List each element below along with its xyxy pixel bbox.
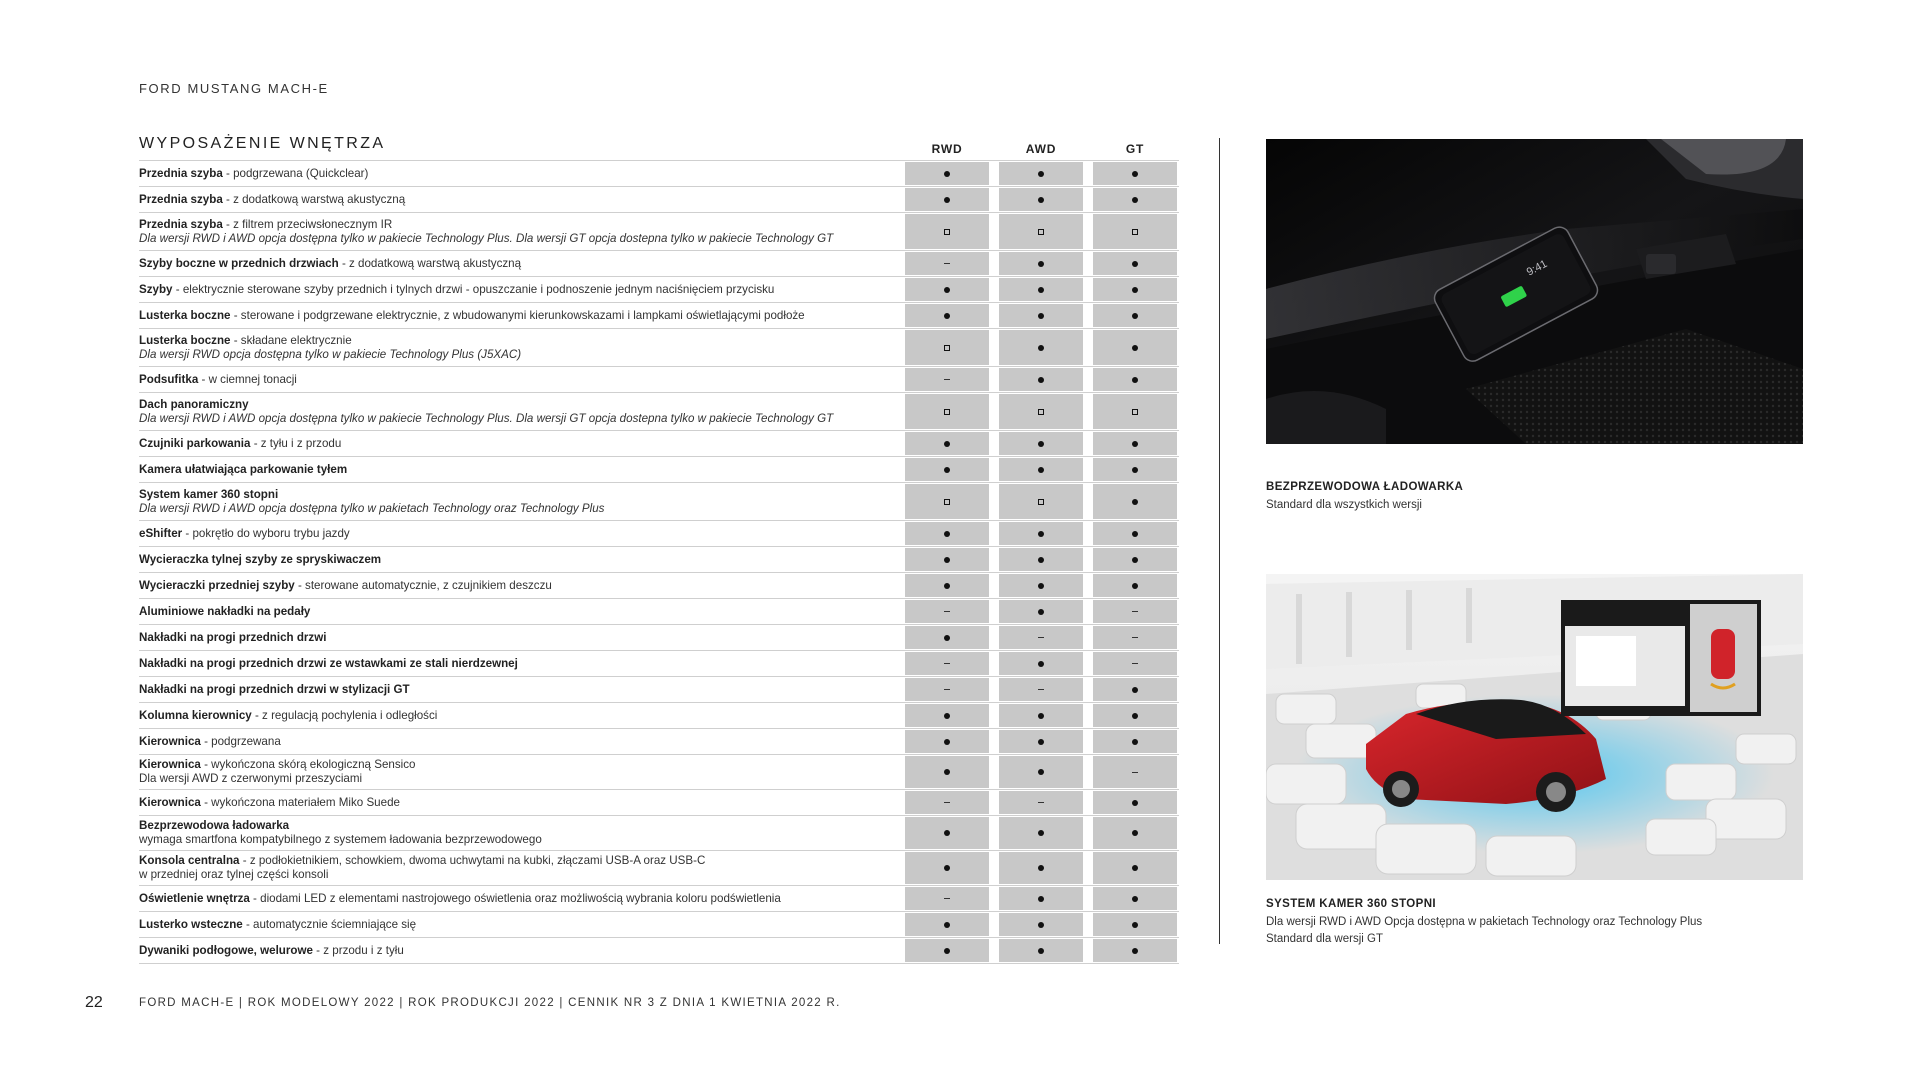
cell-gt: [1093, 756, 1177, 788]
footer-text: FORD MACH-E | ROK MODELOWY 2022 | ROK PRODUKCJI 2022 | CENNIK NR 3 Z DNIA 1 KWIETNIA 2022 R.: [139, 997, 841, 1009]
table-row: [139, 430, 1179, 456]
equipment-table: [139, 160, 1179, 964]
cell-rwd: [905, 600, 989, 623]
feature-note: Dla wersji RWD opcja dostępna tylko w pakiecie Technology Plus (J5XAC): [139, 347, 522, 361]
cell-awd: [999, 522, 1083, 545]
table-row: [139, 212, 1179, 250]
feature-detail: - z przodu i z tyłu: [312, 943, 404, 957]
table-row: [139, 728, 1179, 754]
table-row: [139, 392, 1179, 430]
cell-rwd: [905, 913, 989, 936]
standard-dot-icon: [1038, 922, 1044, 928]
row-description: [139, 886, 896, 911]
standard-dot-icon: [944, 197, 950, 203]
cell-awd: [999, 704, 1083, 727]
unavailable-dash-icon: [1132, 637, 1138, 638]
feature-note: Dla wersji RWD i AWD opcja dostępna tylko w pakiecie Technology Plus. Dla wersji GT opcja dostepna tylko w pakiecie Technology GT: [139, 231, 834, 245]
standard-dot-icon: [1038, 531, 1044, 537]
standard-dot-icon: [944, 467, 950, 473]
cell-awd: [999, 394, 1083, 429]
row-description: [139, 651, 896, 676]
row-description: [139, 729, 896, 754]
phone-clock: 9:41: [1524, 257, 1550, 279]
standard-dot-icon: [1038, 583, 1044, 589]
feature-name: Oświetlenie wnętrza: [139, 891, 250, 905]
cell-awd: [999, 652, 1083, 675]
table-row: [139, 366, 1179, 392]
unavailable-dash-icon: [944, 263, 950, 264]
cell-rwd: [905, 574, 989, 597]
feature-name: Szyby boczne w przednich drzwiach: [139, 256, 339, 270]
standard-dot-icon: [944, 948, 950, 954]
cell-awd: [999, 600, 1083, 623]
option-square-icon: [944, 499, 950, 505]
table-row: [139, 676, 1179, 702]
table-row: [139, 850, 1179, 885]
unavailable-dash-icon: [944, 898, 950, 899]
feature-name: Lusterko wsteczne: [139, 917, 243, 931]
standard-dot-icon: [1038, 197, 1044, 203]
option-square-icon: [1132, 229, 1138, 235]
feature-detail: - z dodatkową warstwą akustyczną: [222, 192, 406, 206]
unavailable-dash-icon: [1038, 802, 1044, 803]
standard-dot-icon: [1132, 557, 1138, 563]
cell-gt: [1093, 678, 1177, 701]
cell-rwd: [905, 252, 989, 275]
option-square-icon: [944, 345, 950, 351]
row-description: [139, 547, 896, 572]
standard-dot-icon: [1132, 896, 1138, 902]
cell-rwd: [905, 678, 989, 701]
feature-subline: Dla wersji AWD z czerwonymi przeszyciami: [139, 772, 363, 785]
cell-awd: [999, 730, 1083, 753]
unavailable-dash-icon: [1132, 611, 1138, 612]
cell-rwd: [905, 817, 989, 849]
cell-rwd: [905, 458, 989, 481]
feature-name: Bezprzewodowa ładowarka: [139, 819, 290, 832]
cell-gt: [1093, 939, 1177, 962]
standard-dot-icon: [1132, 313, 1138, 319]
row-description: [139, 457, 896, 482]
feature-detail: - automatycznie ściemniające się: [242, 917, 417, 931]
table-row: [139, 328, 1179, 366]
standard-dot-icon: [1038, 739, 1044, 745]
standard-dot-icon: [1038, 769, 1044, 775]
standard-dot-icon: [1038, 261, 1044, 267]
standard-dot-icon: [944, 557, 950, 563]
cell-rwd: [905, 791, 989, 814]
feature-name: Nakładki na progi przednich drzwi: [139, 630, 327, 644]
cell-gt: [1093, 304, 1177, 327]
feature-name: Przednia szyba: [139, 192, 223, 206]
standard-dot-icon: [1132, 865, 1138, 871]
feature-name: Dywaniki podłogowe, welurowe: [139, 943, 313, 957]
cell-awd: [999, 913, 1083, 936]
table-row: [139, 911, 1179, 937]
feature-detail: - z regulacją pochylenia i odległości: [251, 708, 438, 722]
row-description: [139, 483, 896, 520]
cell-rwd: [905, 162, 989, 185]
table-row: [139, 186, 1179, 212]
standard-dot-icon: [1038, 609, 1044, 615]
standard-dot-icon: [944, 583, 950, 589]
feature-name: Czujniki parkowania: [139, 436, 251, 450]
unavailable-dash-icon: [1132, 772, 1138, 773]
row-description: [139, 625, 896, 650]
standard-dot-icon: [1038, 441, 1044, 447]
feature-note: Dla wersji RWD i AWD opcja dostępna tylko w pakiecie Technology Plus. Dla wersji GT opcja dostepna tylko w pakiecie Technology GT: [139, 411, 834, 425]
feature-name: Lusterka boczne: [139, 308, 231, 322]
cell-gt: [1093, 730, 1177, 753]
feature-name: Kierownica: [139, 734, 201, 748]
standard-dot-icon: [1038, 830, 1044, 836]
unavailable-dash-icon: [944, 802, 950, 803]
unavailable-dash-icon: [1132, 663, 1138, 664]
feature-name: Aluminiowe nakładki na pedały: [139, 604, 311, 618]
standard-dot-icon: [1038, 345, 1044, 351]
row-description: [139, 912, 896, 937]
feature-subline: wymaga smartfona kompatybilnego z systemem ładowania bezprzewodowego: [139, 833, 542, 846]
feature-name: Konsola centralna: [139, 854, 240, 867]
row-description: [139, 329, 896, 366]
cell-rwd: [905, 852, 989, 884]
standard-dot-icon: [1038, 896, 1044, 902]
camera-360-photo: [1266, 574, 1803, 880]
standard-dot-icon: [1132, 171, 1138, 177]
row-description: [139, 851, 896, 885]
row-description: [139, 677, 896, 702]
standard-dot-icon: [1038, 313, 1044, 319]
standard-dot-icon: [1132, 441, 1138, 447]
feature-detail: - wykończona skórą ekologiczną Sensico: [200, 758, 416, 771]
table-row: [139, 456, 1179, 482]
feature-detail: - diodami LED z elementami nastrojowego oświetlenia oraz możliwością wybrania koloru podświetlenia: [249, 891, 781, 905]
feature-name: Przednia szyba: [139, 217, 223, 231]
cell-awd: [999, 548, 1083, 571]
standard-dot-icon: [944, 769, 950, 775]
cell-gt: [1093, 913, 1177, 936]
column-header-awd: AWD: [1025, 142, 1057, 156]
cell-rwd: [905, 432, 989, 455]
cell-gt: [1093, 852, 1177, 884]
standard-dot-icon: [944, 635, 950, 641]
cell-awd: [999, 574, 1083, 597]
cell-gt: [1093, 432, 1177, 455]
cell-awd: [999, 678, 1083, 701]
standard-dot-icon: [1132, 287, 1138, 293]
standard-dot-icon: [1132, 197, 1138, 203]
row-description: [139, 573, 896, 598]
row-description: [139, 251, 896, 276]
standard-dot-icon: [1038, 557, 1044, 563]
cell-gt: [1093, 278, 1177, 301]
table-row: [139, 885, 1179, 911]
standard-dot-icon: [944, 287, 950, 293]
cell-awd: [999, 278, 1083, 301]
camera-caption-line-1: Dla wersji RWD i AWD Opcja dostępna w pakietach Technology oraz Technology Plus: [1266, 916, 1703, 928]
cell-rwd: [905, 939, 989, 962]
cell-awd: [999, 626, 1083, 649]
standard-dot-icon: [1132, 922, 1138, 928]
cell-gt: [1093, 652, 1177, 675]
cell-rwd: [905, 394, 989, 429]
feature-name: Wycieraczki przedniej szyby: [139, 578, 295, 592]
standard-dot-icon: [944, 830, 950, 836]
cell-gt: [1093, 458, 1177, 481]
cell-awd: [999, 368, 1083, 391]
cell-gt: [1093, 188, 1177, 211]
option-square-icon: [1038, 229, 1044, 235]
cell-awd: [999, 791, 1083, 814]
cell-awd: [999, 458, 1083, 481]
standard-dot-icon: [1038, 713, 1044, 719]
wireless-charger-photo: [1266, 139, 1803, 444]
cell-awd: [999, 817, 1083, 849]
option-square-icon: [944, 229, 950, 235]
unavailable-dash-icon: [944, 611, 950, 612]
feature-detail: - sterowane i podgrzewane elektrycznie, z wbudowanymi kierunkowskazami i lampkami oświetlającymi podłoże: [230, 308, 805, 322]
feature-detail: - podgrzewana (Quickclear): [222, 166, 369, 180]
feature-name: Kolumna kierownicy: [139, 708, 252, 722]
table-row: [139, 520, 1179, 546]
standard-dot-icon: [1132, 713, 1138, 719]
row-description: [139, 393, 896, 430]
option-square-icon: [1038, 409, 1044, 415]
standard-dot-icon: [1038, 171, 1044, 177]
unavailable-dash-icon: [1038, 689, 1044, 690]
feature-name: Szyby: [139, 282, 173, 296]
table-row: [139, 789, 1179, 815]
feature-name: Przednia szyba: [139, 166, 223, 180]
feature-detail: - z tyłu i z przodu: [250, 436, 342, 450]
table-row: [139, 937, 1179, 964]
feature-name: eShifter: [139, 526, 183, 540]
table-row: [139, 598, 1179, 624]
cell-awd: [999, 330, 1083, 365]
cell-rwd: [905, 304, 989, 327]
camera-caption-title: SYSTEM KAMER 360 STOPNI: [1266, 898, 1437, 910]
unavailable-dash-icon: [1038, 637, 1044, 638]
row-description: [139, 303, 896, 328]
cell-gt: [1093, 330, 1177, 365]
feature-name: Podsufitka: [139, 372, 199, 386]
cell-awd: [999, 852, 1083, 884]
row-description: [139, 367, 896, 392]
charger-caption-title: BEZPRZEWODOWA ŁADOWARKA: [1266, 481, 1464, 493]
row-description: [139, 938, 896, 963]
standard-dot-icon: [1038, 661, 1044, 667]
standard-dot-icon: [944, 739, 950, 745]
cell-gt: [1093, 791, 1177, 814]
unavailable-dash-icon: [944, 689, 950, 690]
unavailable-dash-icon: [944, 379, 950, 380]
standard-dot-icon: [1132, 800, 1138, 806]
cell-rwd: [905, 626, 989, 649]
row-description: [139, 277, 896, 302]
row-description: [139, 213, 896, 250]
row-description: [139, 599, 896, 624]
row-description: [139, 790, 896, 815]
option-square-icon: [1132, 409, 1138, 415]
table-row: [139, 482, 1179, 520]
standard-dot-icon: [1038, 287, 1044, 293]
cell-gt: [1093, 522, 1177, 545]
table-row: [139, 250, 1179, 276]
standard-dot-icon: [1132, 377, 1138, 383]
cell-rwd: [905, 756, 989, 788]
feature-name: Nakładki na progi przednich drzwi ze wstawkami ze stali nierdzewnej: [139, 656, 518, 670]
cell-rwd: [905, 484, 989, 519]
charger-caption-text: Standard dla wszystkich wersji: [1266, 499, 1422, 511]
cell-awd: [999, 162, 1083, 185]
standard-dot-icon: [1132, 687, 1138, 693]
camera-caption-line-2: Standard dla wersji GT: [1266, 933, 1383, 945]
table-row: [139, 815, 1179, 850]
cell-awd: [999, 484, 1083, 519]
row-description: [139, 521, 896, 546]
cell-rwd: [905, 548, 989, 571]
standard-dot-icon: [944, 171, 950, 177]
standard-dot-icon: [944, 531, 950, 537]
table-row: [139, 702, 1179, 728]
cell-rwd: [905, 652, 989, 675]
cell-gt: [1093, 600, 1177, 623]
cell-gt: [1093, 817, 1177, 849]
table-row: [139, 302, 1179, 328]
option-square-icon: [1038, 499, 1044, 505]
table-row: [139, 572, 1179, 598]
table-row: [139, 276, 1179, 302]
standard-dot-icon: [1038, 948, 1044, 954]
unavailable-dash-icon: [944, 663, 950, 664]
feature-name: Dach panoramiczny: [139, 397, 249, 411]
row-description: [139, 161, 896, 186]
cell-gt: [1093, 162, 1177, 185]
standard-dot-icon: [944, 713, 950, 719]
standard-dot-icon: [1132, 467, 1138, 473]
cell-awd: [999, 939, 1083, 962]
standard-dot-icon: [944, 313, 950, 319]
cell-rwd: [905, 522, 989, 545]
option-square-icon: [944, 409, 950, 415]
feature-detail: - w ciemnej tonacji: [198, 372, 297, 386]
cell-rwd: [905, 730, 989, 753]
feature-note: Dla wersji RWD i AWD opcja dostępna tylko w pakietach Technology oraz Technology Plus: [139, 501, 605, 515]
feature-detail: - elektrycznie sterowane szyby przednich i tylnych drzwi - opuszczanie i podnoszenie jednym naciśnięciem przycisku: [172, 282, 775, 296]
cell-awd: [999, 756, 1083, 788]
standard-dot-icon: [1132, 739, 1138, 745]
feature-detail: - wykończona materiałem Miko Suede: [200, 795, 400, 809]
column-header-rwd: RWD: [931, 142, 963, 156]
cell-gt: [1093, 214, 1177, 249]
cell-gt: [1093, 574, 1177, 597]
column-header-gt: GT: [1125, 142, 1145, 156]
standard-dot-icon: [1132, 531, 1138, 537]
standard-dot-icon: [944, 865, 950, 871]
page-number: 22: [85, 994, 103, 1011]
cell-awd: [999, 214, 1083, 249]
feature-detail: - z filtrem przeciwsłonecznym IR: [222, 217, 393, 231]
table-row: [139, 160, 1179, 186]
standard-dot-icon: [1132, 499, 1138, 505]
feature-detail: - pokrętło do wyboru trybu jazdy: [182, 526, 350, 540]
feature-name: Nakładki na progi przednich drzwi w stylizacji GT: [139, 682, 410, 696]
standard-dot-icon: [1038, 377, 1044, 383]
feature-name: System kamer 360 stopni: [139, 487, 279, 501]
standard-dot-icon: [944, 922, 950, 928]
cell-rwd: [905, 188, 989, 211]
cell-awd: [999, 252, 1083, 275]
feature-detail: - składane elektrycznie: [230, 333, 352, 347]
standard-dot-icon: [1132, 948, 1138, 954]
row-description: [139, 703, 896, 728]
feature-name: Lusterka boczne: [139, 333, 231, 347]
cell-gt: [1093, 368, 1177, 391]
row-description: [139, 816, 896, 850]
feature-subline: w przedniej oraz tylnej części konsoli: [139, 868, 329, 881]
cell-gt: [1093, 887, 1177, 910]
cell-rwd: [905, 368, 989, 391]
feature-detail: - podgrzewana: [200, 734, 281, 748]
feature-detail: - z dodatkową warstwą akustyczną: [338, 256, 522, 270]
standard-dot-icon: [944, 441, 950, 447]
standard-dot-icon: [1132, 261, 1138, 267]
row-description: [139, 755, 896, 789]
cell-awd: [999, 432, 1083, 455]
standard-dot-icon: [1132, 345, 1138, 351]
table-row: [139, 546, 1179, 572]
cell-awd: [999, 887, 1083, 910]
standard-dot-icon: [1038, 865, 1044, 871]
cell-rwd: [905, 330, 989, 365]
cell-gt: [1093, 548, 1177, 571]
cell-rwd: [905, 704, 989, 727]
standard-dot-icon: [1132, 583, 1138, 589]
feature-name: Wycieraczka tylnej szyby ze spryskiwaczem: [139, 552, 382, 566]
brand-header: FORD MUSTANG MACH-E: [139, 81, 329, 96]
standard-dot-icon: [1132, 830, 1138, 836]
feature-name: Kamera ułatwiająca parkowanie tyłem: [139, 462, 348, 476]
cell-gt: [1093, 484, 1177, 519]
section-title: WYPOSAŻENIE WNĘTRZA: [139, 135, 386, 152]
cell-rwd: [905, 887, 989, 910]
column-divider: [1219, 138, 1220, 944]
standard-dot-icon: [1038, 467, 1044, 473]
feature-name: Kierownica: [139, 758, 201, 771]
table-row: [139, 754, 1179, 789]
cell-rwd: [905, 278, 989, 301]
cell-gt: [1093, 394, 1177, 429]
cell-gt: [1093, 252, 1177, 275]
row-description: [139, 187, 896, 212]
feature-name: Kierownica: [139, 795, 201, 809]
feature-detail: - z podłokietnikiem, schowkiem, dwoma uchwytami na kubki, złączami USB-A oraz USB-C: [239, 854, 706, 867]
cell-rwd: [905, 214, 989, 249]
cell-awd: [999, 188, 1083, 211]
cell-awd: [999, 304, 1083, 327]
table-row: [139, 650, 1179, 676]
cell-gt: [1093, 704, 1177, 727]
row-description: [139, 431, 896, 456]
feature-detail: - sterowane automatycznie, z czujnikiem deszczu: [294, 578, 552, 592]
table-row: [139, 624, 1179, 650]
cell-gt: [1093, 626, 1177, 649]
